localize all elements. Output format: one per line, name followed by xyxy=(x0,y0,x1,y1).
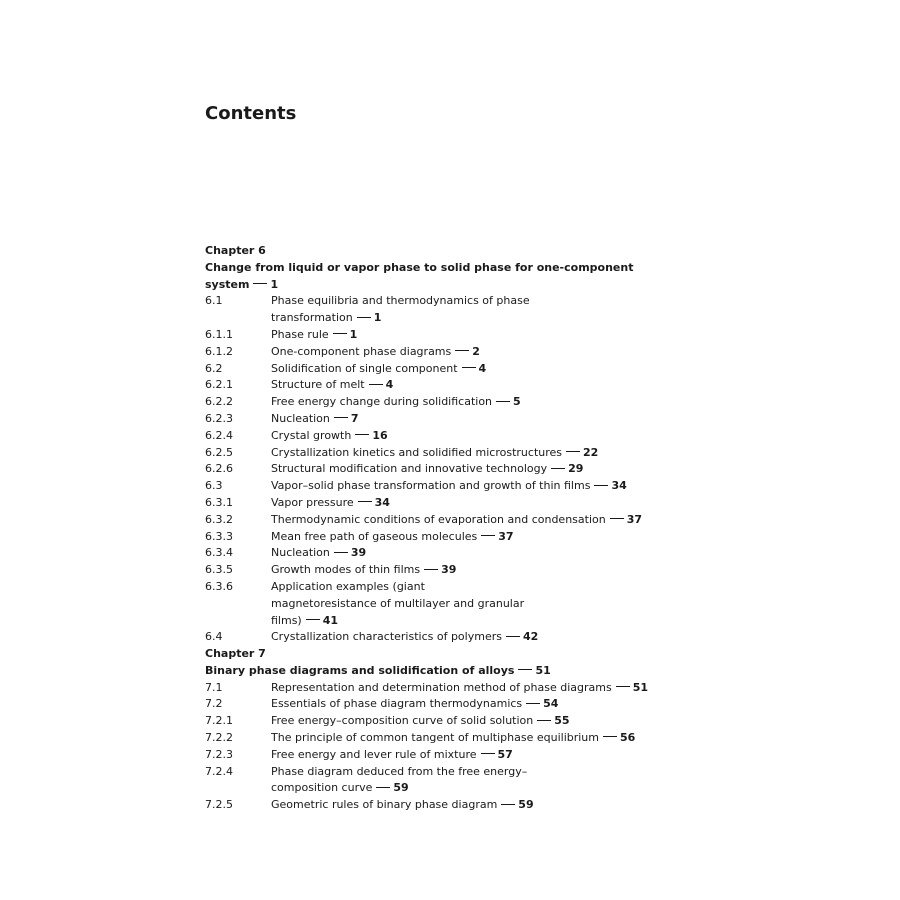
section-title: Representation and determination method of phase diagrams xyxy=(271,680,612,694)
section-title: One-component phase diagrams xyxy=(271,344,452,358)
toc-entry[interactable] xyxy=(205,293,665,327)
section-page: 5 xyxy=(513,395,521,409)
section-page: 57 xyxy=(497,747,513,761)
toc-entry[interactable] xyxy=(205,797,665,814)
section-title: Phase rule xyxy=(271,327,329,341)
chapter-7-label: Chapter 7 xyxy=(205,647,266,660)
section-title: Free energy and lever rule of mixture xyxy=(271,747,477,761)
leader-dash xyxy=(603,736,617,737)
toc-entry[interactable] xyxy=(205,629,665,646)
leader-dash xyxy=(334,552,348,553)
leader-dash xyxy=(616,686,630,687)
section-number: 6.1.2 xyxy=(205,344,233,358)
toc-entry[interactable] xyxy=(205,680,665,697)
toc-entry[interactable] xyxy=(205,512,665,529)
toc-entry[interactable] xyxy=(205,747,665,764)
toc-entry[interactable] xyxy=(205,495,665,512)
leader-dash xyxy=(369,384,383,385)
section-page: 34 xyxy=(374,495,390,509)
section-title: Crystallization characteristics of polymers xyxy=(271,630,502,644)
section-title: Phase diagram deduced from the free energy–composition curve xyxy=(271,764,528,795)
section-page: 16 xyxy=(372,428,388,442)
section-title: Structure of melt xyxy=(271,378,365,392)
section-number: 6.3.6 xyxy=(205,579,233,593)
section-page: 37 xyxy=(498,529,514,543)
chapter-6-section xyxy=(205,243,665,646)
leader-dash xyxy=(334,417,348,418)
section-title: The principle of common tangent of multiphase equilibrium xyxy=(271,730,599,744)
section-number: 6.2 xyxy=(205,361,223,375)
section-page: 54 xyxy=(543,697,559,711)
section-number: 6.1.1 xyxy=(205,327,233,341)
section-page: 41 xyxy=(322,613,339,627)
section-number: 6.2.2 xyxy=(205,395,233,409)
page-title: Contents xyxy=(205,103,297,124)
leader-dash xyxy=(306,619,320,620)
section-number: 6.4 xyxy=(205,630,223,644)
section-title: Nucleation xyxy=(271,546,330,560)
toc-entry[interactable] xyxy=(205,344,665,361)
toc-entry[interactable] xyxy=(205,411,665,428)
chapter-7-page: 51 xyxy=(535,663,551,677)
toc-entry[interactable] xyxy=(205,461,665,478)
section-title: Phase equilibria and thermodynamics of phase transformation xyxy=(271,294,530,325)
leader-dash xyxy=(253,283,267,284)
leader-dash xyxy=(333,333,347,334)
leader-dash xyxy=(566,451,580,452)
section-number: 7.2.3 xyxy=(205,747,233,761)
section-number: 7.2.2 xyxy=(205,730,233,744)
section-number: 7.1 xyxy=(205,680,223,694)
section-title: Growth modes of thin films xyxy=(271,563,421,577)
section-number: 7.2 xyxy=(205,697,223,711)
section-title: Mean free path of gaseous molecules xyxy=(271,529,478,543)
leader-dash xyxy=(610,518,624,519)
section-page: 29 xyxy=(568,462,584,476)
section-page: 37 xyxy=(626,512,643,526)
section-title: Essentials of phase diagram thermodynamics xyxy=(271,697,523,711)
leader-dash xyxy=(355,434,369,435)
leader-dash xyxy=(462,367,476,368)
section-page: 4 xyxy=(385,378,394,392)
section-number: 7.2.5 xyxy=(205,798,233,812)
leader-dash xyxy=(496,401,510,402)
section-title: Vapor–solid phase transformation and growth of thin films xyxy=(271,479,591,493)
chapter-6-label: Chapter 6 xyxy=(205,244,266,257)
section-number: 6.2.6 xyxy=(205,462,233,476)
toc-entry[interactable] xyxy=(205,713,665,730)
toc-entry[interactable] xyxy=(205,764,665,798)
section-title: Thermodynamic conditions of evaporation and condensation xyxy=(271,512,606,526)
section-number: 6.1 xyxy=(205,294,223,308)
section-number: 7.2.4 xyxy=(205,764,233,778)
section-number: 6.2.3 xyxy=(205,411,233,425)
section-number: 6.2.1 xyxy=(205,378,233,392)
toc-entry[interactable] xyxy=(205,545,665,562)
section-page: 34 xyxy=(611,479,627,493)
section-number: 7.2.1 xyxy=(205,714,233,728)
toc-entry[interactable] xyxy=(205,428,665,445)
chapter-7-section xyxy=(205,646,665,814)
section-page: 59 xyxy=(393,781,409,795)
leader-dash xyxy=(551,468,565,469)
section-page: 22 xyxy=(583,445,599,459)
section-page: 1 xyxy=(349,327,358,341)
toc-entry[interactable] xyxy=(205,696,665,713)
section-number: 6.3.5 xyxy=(205,563,233,577)
leader-dash xyxy=(537,720,551,721)
leader-dash xyxy=(481,535,495,536)
section-title: Free energy change during solidification xyxy=(271,395,493,409)
section-title: Geometric rules of binary phase diagram xyxy=(271,798,498,812)
section-number: 6.2.4 xyxy=(205,428,233,442)
leader-dash xyxy=(518,669,532,670)
toc-entry[interactable] xyxy=(205,445,665,462)
leader-dash xyxy=(357,317,371,318)
section-number: 6.3 xyxy=(205,479,223,493)
chapter-7-title: Binary phase diagrams and solidification of alloys xyxy=(205,663,515,677)
section-title: Vapor pressure xyxy=(271,495,354,509)
leader-dash xyxy=(376,787,390,788)
section-number: 6.2.5 xyxy=(205,445,233,459)
section-page: 51 xyxy=(632,680,648,694)
section-page: 59 xyxy=(518,798,534,812)
section-number: 6.3.2 xyxy=(205,512,233,526)
section-title: Solidification of single component xyxy=(271,361,458,375)
toc-entry[interactable] xyxy=(205,377,665,394)
leader-dash xyxy=(526,703,540,704)
toc-entry[interactable] xyxy=(205,361,665,378)
section-title: Crystallization kinetics and solidified microstructures xyxy=(271,445,563,459)
leader-dash xyxy=(481,753,495,754)
leader-dash xyxy=(424,569,438,570)
leader-dash xyxy=(501,804,515,805)
toc-entry[interactable] xyxy=(205,327,665,344)
section-number: 6.3.4 xyxy=(205,546,233,560)
section-page: 7 xyxy=(350,411,359,425)
section-number: 6.3.3 xyxy=(205,529,233,543)
toc-entry[interactable] xyxy=(205,562,665,579)
section-page: 39 xyxy=(350,546,367,560)
section-page: 39 xyxy=(441,563,457,577)
leader-dash xyxy=(455,350,469,351)
section-page: 56 xyxy=(620,730,636,744)
toc-entry[interactable] xyxy=(205,529,665,546)
chapter-6-title: Change from liquid or vapor phase to solid phase for one-component system xyxy=(205,260,634,291)
leader-dash xyxy=(358,501,372,502)
section-title: Nucleation xyxy=(271,411,330,425)
section-page: 55 xyxy=(554,714,570,728)
toc-entry[interactable] xyxy=(205,478,665,495)
section-page: 2 xyxy=(472,344,480,358)
leader-dash xyxy=(594,485,608,486)
toc-entry[interactable] xyxy=(205,579,665,629)
chapter-6-page: 1 xyxy=(270,277,279,291)
section-page: 4 xyxy=(478,361,487,375)
section-page: 1 xyxy=(373,311,382,325)
section-page: 42 xyxy=(522,630,539,644)
toc-entry[interactable] xyxy=(205,394,665,411)
chapter-6-title-link[interactable] xyxy=(205,260,665,294)
toc-entry[interactable] xyxy=(205,730,665,747)
chapter-7-title-link[interactable] xyxy=(205,663,665,680)
section-title: Free energy–composition curve of solid solution xyxy=(271,714,534,728)
leader-dash xyxy=(506,636,520,637)
section-number: 6.3.1 xyxy=(205,495,233,509)
section-title: Crystal growth xyxy=(271,428,352,442)
section-title: Structural modification and innovative technology xyxy=(271,462,548,476)
section-title: Application examples (giant magnetoresistance of multilayer and granular films) xyxy=(271,579,525,627)
